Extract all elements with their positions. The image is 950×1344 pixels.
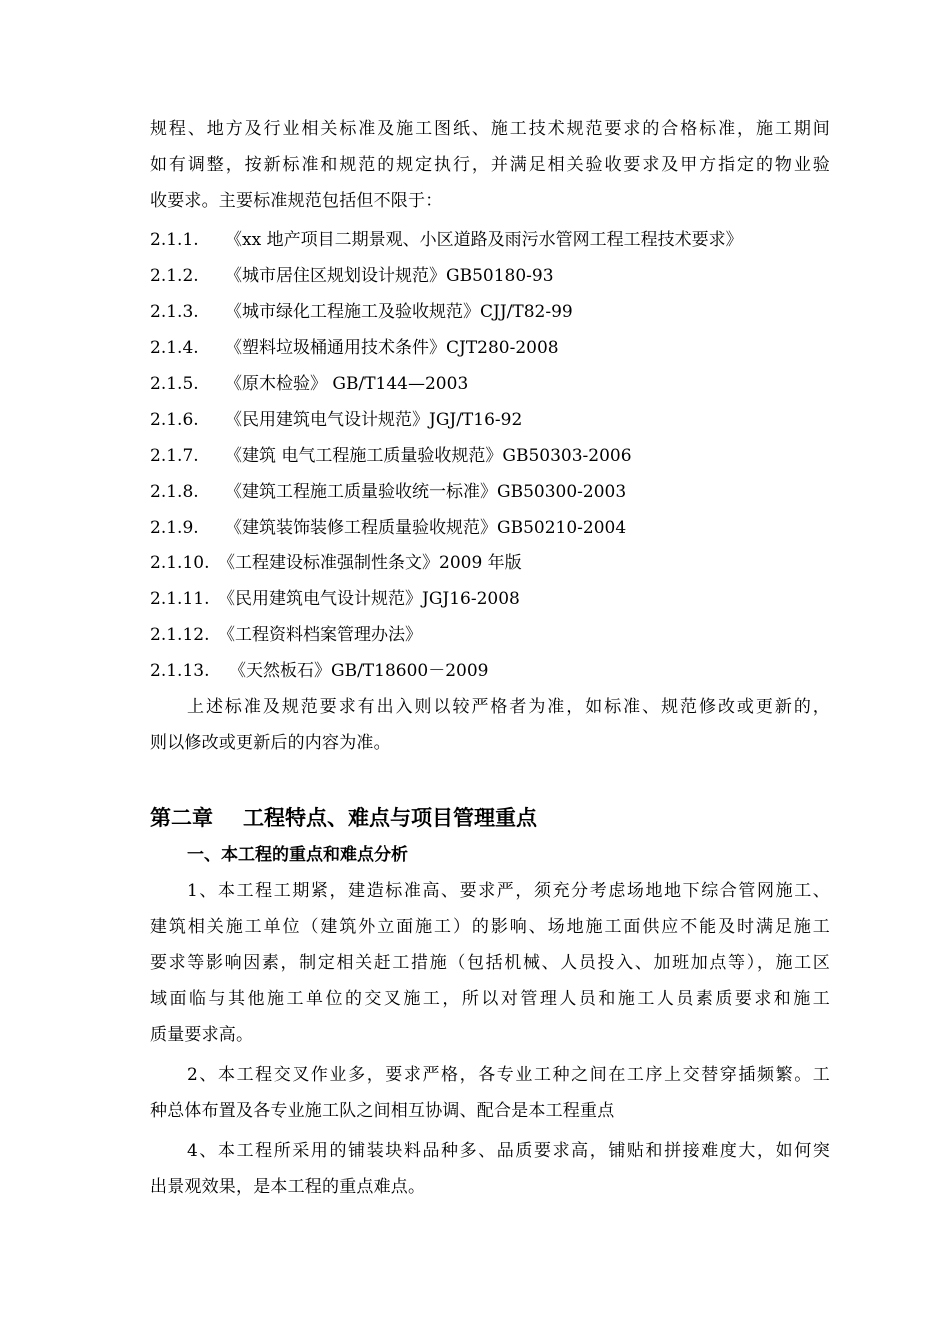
paragraph-1-line-3: 要求等影响因素，制定相关赶工措施（包括机械、人员投入、加班加点等），施工区 xyxy=(150,953,830,973)
reference-title: 《天然板石》GB/T18600－2009 xyxy=(229,661,489,681)
reference-number: 2.1.7. xyxy=(150,446,199,466)
paragraph-1-line-1: 1、本工程工期紧，建造标准高、要求严，须充分考虑场地地下综合管网施工、 xyxy=(187,881,830,901)
reference-number: 2.1.5. xyxy=(150,374,199,394)
closing-line-1: 上述标准及规范要求有出入则以较严格者为准，如标准、规范修改或更新的， xyxy=(187,697,830,717)
reference-item xyxy=(150,516,830,540)
chapter-number: 第二章 xyxy=(150,805,213,830)
chapter-title: 工程特点、难点与项目管理重点 xyxy=(243,805,537,830)
reference-item xyxy=(150,372,830,396)
reference-item xyxy=(150,300,830,324)
reference-title: 《建筑 电气工程施工质量验收规范》GB50303-2006 xyxy=(225,446,632,466)
reference-item xyxy=(150,228,830,252)
reference-number: 2.1.8. xyxy=(150,482,199,502)
chapter-heading xyxy=(150,804,537,832)
paragraph-1-line-2: 建筑相关施工单位（建筑外立面施工）的影响、场地施工面供应不能及时满足施工 xyxy=(150,917,830,937)
reference-number: 2.1.2. xyxy=(150,266,199,286)
reference-number: 2.1.11. xyxy=(150,589,210,609)
reference-item xyxy=(150,444,830,468)
reference-title: 《城市绿化工程施工及验收规范》CJJ/T82-99 xyxy=(225,302,573,322)
reference-number: 2.1.1. xyxy=(150,230,199,250)
reference-number: 2.1.3. xyxy=(150,302,199,322)
reference-title: 《原木检验》 GB/T144—2003 xyxy=(225,374,469,394)
closing-line-2: 则以修改或更新后的内容为准。 xyxy=(150,733,391,753)
reference-title: 《工程资料档案管理办法》 xyxy=(218,625,422,645)
section-heading: 一、本工程的重点和难点分析 xyxy=(187,845,408,865)
reference-number: 2.1.4. xyxy=(150,338,199,358)
reference-number: 2.1.9. xyxy=(150,518,199,538)
reference-number: 2.1.12. xyxy=(150,625,210,645)
intro-line-3: 收要求。主要标准规范包括但不限于： xyxy=(150,191,443,211)
paragraph-3-line-2: 出景观效果，是本工程的重点难点。 xyxy=(150,1177,426,1197)
reference-title: 《塑料垃圾桶通用技术条件》CJT280-2008 xyxy=(225,338,559,358)
paragraph-1-line-4: 域面临与其他施工单位的交叉施工，所以对管理人员和施工人员素质要求和施工 xyxy=(150,989,830,1009)
reference-item xyxy=(150,659,830,683)
reference-item xyxy=(150,264,830,288)
paragraph-3-line-1: 4、本工程所采用的铺装块料品种多、品质要求高，铺贴和拼接难度大，如何突 xyxy=(187,1141,830,1161)
reference-item xyxy=(150,336,830,360)
paragraph-2-line-2: 种总体布置及各专业施工队之间相互协调、配合是本工程重点 xyxy=(150,1101,615,1121)
reference-title: 《工程建设标准强制性条文》2009 年版 xyxy=(218,553,522,573)
reference-number: 2.1.6. xyxy=(150,410,199,430)
intro-line-2: 如有调整，按新标准和规范的规定执行，并满足相关验收要求及甲方指定的物业验 xyxy=(150,155,830,175)
reference-title: 《民用建筑电气设计规范》JGJ16-2008 xyxy=(218,589,520,609)
reference-item xyxy=(150,480,830,504)
reference-item xyxy=(150,587,830,611)
reference-title: 《城市居住区规划设计规范》GB50180-93 xyxy=(225,266,554,286)
paragraph-2-line-1: 2、本工程交叉作业多，要求严格，各专业工种之间在工序上交替穿插频繁。工 xyxy=(187,1065,830,1085)
intro-line-1: 规程、地方及行业相关标准及施工图纸、施工技术规范要求的合格标准，施工期间 xyxy=(150,119,830,139)
reference-title: 《民用建筑电气设计规范》JGJ/T16-92 xyxy=(225,410,523,430)
reference-item xyxy=(150,551,830,575)
reference-title: 《建筑工程施工质量验收统一标准》GB50300-2003 xyxy=(225,482,627,502)
reference-item xyxy=(150,623,830,647)
reference-title: 《xx 地产项目二期景观、小区道路及雨污水管网工程工程技术要求》 xyxy=(225,230,743,250)
paragraph-1-line-5: 质量要求高。 xyxy=(150,1025,254,1045)
reference-title: 《建筑装饰装修工程质量验收规范》GB50210-2004 xyxy=(225,518,627,538)
reference-item xyxy=(150,408,830,432)
reference-number: 2.1.10. xyxy=(150,553,210,573)
reference-number: 2.1.13. xyxy=(150,661,210,681)
